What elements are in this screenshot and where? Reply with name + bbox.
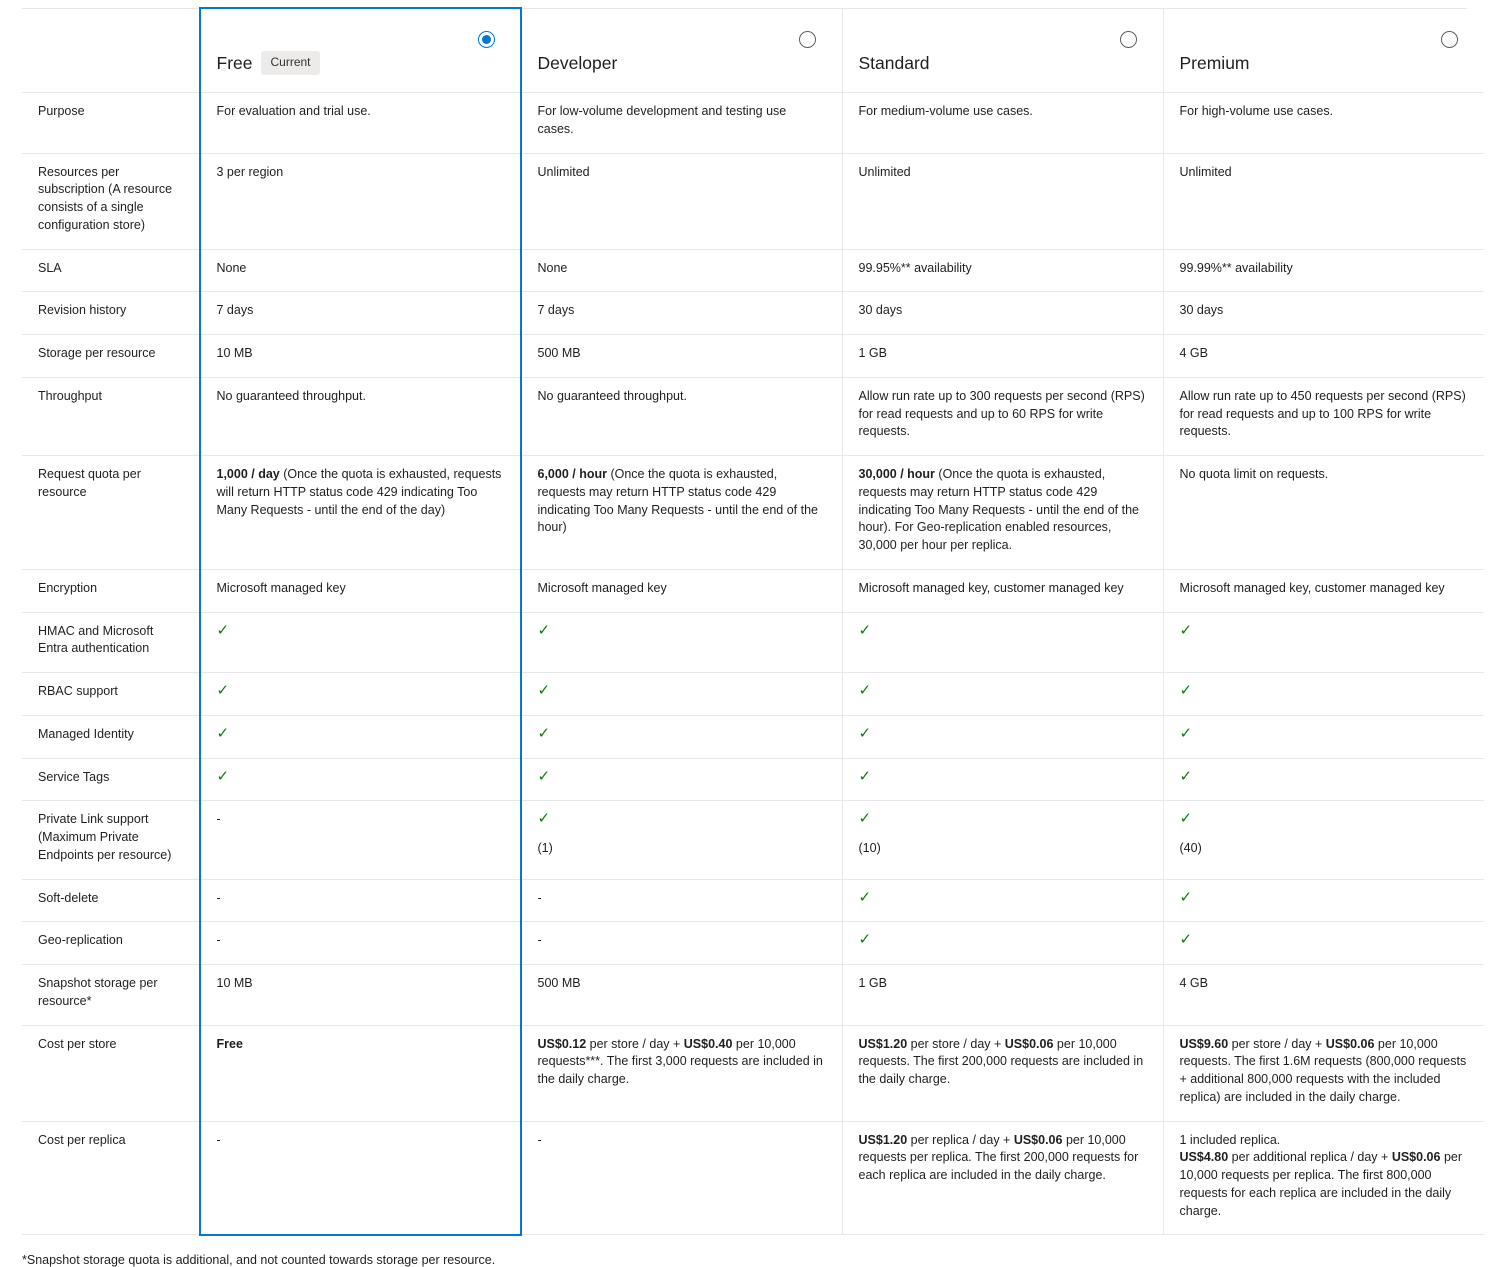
cell-storage-per-resource-standard bbox=[842, 335, 1163, 378]
current-tier-badge: Current bbox=[261, 51, 319, 75]
cell-text: No quota limit on requests. bbox=[1179, 467, 1329, 481]
cell-managed-identity-free bbox=[200, 715, 521, 758]
row-label-resources-per-subscription-a-resource-co: Resources per subscription (A resource consists of a single configuration store) bbox=[22, 153, 200, 249]
cell-purpose-premium bbox=[1163, 93, 1484, 154]
cell-managed-identity-premium bbox=[1163, 715, 1484, 758]
tier-name-developer bbox=[538, 51, 618, 76]
cell-private-link-support-maximum-private-end-developer bbox=[521, 801, 842, 879]
row-label-revision-history: Revision history bbox=[22, 292, 200, 335]
radio-tier-free[interactable] bbox=[478, 31, 495, 48]
table-row bbox=[22, 879, 1484, 922]
row-label-request-quota-per-resource: Request quota per resource bbox=[22, 456, 200, 570]
cell-hmac-and-microsoft-entra-authentication-developer bbox=[521, 612, 842, 673]
row-label-sla: SLA bbox=[22, 249, 200, 292]
cell-text: 3 per region bbox=[216, 164, 284, 179]
table-row bbox=[22, 758, 1484, 801]
cell-geo-replication-standard bbox=[842, 922, 1163, 965]
cell-private-link-support-maximum-private-end-standard bbox=[842, 801, 1163, 879]
cell-emphasis-2: US$0.06 bbox=[1325, 1036, 1375, 1051]
cell-sla-standard bbox=[842, 249, 1163, 292]
check-icon: ✓ bbox=[1179, 621, 1193, 639]
cell-text: per replica / day + bbox=[907, 1132, 1014, 1147]
table-row bbox=[22, 1025, 1484, 1121]
check-icon: ✓ bbox=[537, 767, 551, 785]
cell-text: 1 GB bbox=[858, 976, 887, 990]
cell-request-quota-per-resource-premium bbox=[1163, 456, 1484, 570]
row-label-snapshot-storage-per-resource: Snapshot storage per resource* bbox=[22, 965, 200, 1026]
check-icon: ✓ bbox=[216, 621, 230, 639]
cell-emphasis: 1,000 / day bbox=[216, 467, 280, 481]
cell-cost-per-replica-developer bbox=[521, 1121, 842, 1235]
cell-text: per additional replica / day + bbox=[1228, 1150, 1392, 1165]
cell-private-link-support-maximum-private-end-free bbox=[200, 801, 521, 879]
cell-text: (Once the quota is exhausted, requests may return HTTP status code 429 indicating Too Many Requests - until the end of the hour). For Geo-replication enabled resources, 30,000 per hour per replica. bbox=[858, 467, 1139, 552]
cell-emphasis-2: US$0.06 bbox=[1013, 1132, 1063, 1147]
tier-header-free[interactable] bbox=[200, 8, 521, 93]
row-label-soft-delete: Soft-delete bbox=[22, 879, 200, 922]
table-row bbox=[22, 377, 1484, 455]
check-icon: ✓ bbox=[216, 724, 230, 742]
cell-encryption-developer bbox=[521, 569, 842, 612]
cell-text: Microsoft managed key bbox=[537, 580, 667, 595]
cell-geo-replication-premium bbox=[1163, 922, 1484, 965]
check-icon: ✓ bbox=[537, 682, 551, 699]
table-row bbox=[22, 292, 1484, 335]
cell-text: Microsoft managed key, customer managed key bbox=[1179, 580, 1445, 595]
cell-soft-delete-standard bbox=[842, 879, 1163, 922]
cell-service-tags-free bbox=[200, 758, 521, 801]
cell-text: For medium-volume use cases. bbox=[858, 104, 1033, 118]
row-label-private-link-support-maximum-private-end: Private Link support (Maximum Private Endpoints per resource) bbox=[22, 801, 200, 879]
cell-resources-per-subscription-a-resource-co-standard bbox=[842, 153, 1163, 249]
cell-emphasis: US$1.20 bbox=[858, 1132, 908, 1147]
cell-sla-premium bbox=[1163, 249, 1484, 292]
cell-text: - bbox=[537, 1132, 542, 1147]
check-icon: ✓ bbox=[537, 810, 551, 828]
cell-cost-per-store-standard bbox=[842, 1025, 1163, 1121]
row-label-cost-per-store: Cost per store bbox=[22, 1025, 200, 1121]
cell-resources-per-subscription-a-resource-co-free bbox=[200, 153, 521, 249]
row-label-cost-per-replica: Cost per replica bbox=[22, 1121, 200, 1235]
table-row bbox=[22, 612, 1484, 673]
table-row bbox=[22, 715, 1484, 758]
footnote-text: *Snapshot storage quota is additional, and not counted towards storage per resource. bbox=[22, 1253, 496, 1267]
cell-rbac-support-standard bbox=[842, 673, 1163, 716]
cell-soft-delete-developer bbox=[521, 879, 842, 922]
cell-soft-delete-premium bbox=[1163, 879, 1484, 922]
cell-encryption-standard bbox=[842, 569, 1163, 612]
check-icon: ✓ bbox=[216, 767, 230, 785]
cell-throughput-free bbox=[200, 377, 521, 455]
cell-encryption-premium bbox=[1163, 569, 1484, 612]
cell-text: Unlimited bbox=[858, 164, 911, 179]
cell-revision-history-free bbox=[200, 292, 521, 335]
cell-soft-delete-free bbox=[200, 879, 521, 922]
check-icon: ✓ bbox=[858, 682, 872, 699]
cell-text: 99.99%** availability bbox=[1179, 260, 1293, 275]
table-row bbox=[22, 1121, 1484, 1235]
radio-tier-standard[interactable] bbox=[1120, 31, 1137, 48]
cell-subtext: (10) bbox=[858, 841, 881, 855]
row-label-purpose: Purpose bbox=[22, 93, 200, 154]
cell-text: Allow run rate up to 300 requests per second (RPS) for read requests and up to 60 RPS for write requests. bbox=[858, 388, 1145, 439]
cell-pretext: 1 included replica. bbox=[1179, 1132, 1281, 1147]
cell-emphasis: US$9.60 bbox=[1179, 1036, 1229, 1051]
cell-service-tags-developer bbox=[521, 758, 842, 801]
cell-hmac-and-microsoft-entra-authentication-premium bbox=[1163, 612, 1484, 673]
cell-emphasis-2: US$0.06 bbox=[1391, 1150, 1441, 1165]
cell-text: - bbox=[537, 933, 542, 948]
cell-hmac-and-microsoft-entra-authentication-standard bbox=[842, 612, 1163, 673]
radio-tier-premium[interactable] bbox=[1441, 31, 1458, 48]
cell-geo-replication-free bbox=[200, 922, 521, 965]
tier-header-standard[interactable] bbox=[842, 8, 1163, 93]
tier-header-developer[interactable] bbox=[521, 8, 842, 93]
cell-text: Microsoft managed key, customer managed key bbox=[858, 580, 1124, 595]
cell-text: For low-volume development and testing use cases. bbox=[537, 104, 787, 136]
cell-text: 7 days bbox=[537, 303, 575, 318]
cell-storage-per-resource-premium bbox=[1163, 335, 1484, 378]
row-label-managed-identity: Managed Identity bbox=[22, 715, 200, 758]
cell-subtext: (40) bbox=[1179, 841, 1202, 855]
tier-name-free bbox=[217, 51, 320, 76]
row-label-throughput: Throughput bbox=[22, 377, 200, 455]
check-icon: ✓ bbox=[1179, 931, 1193, 949]
check-icon: ✓ bbox=[1179, 724, 1193, 742]
cell-encryption-free bbox=[200, 569, 521, 612]
table-row bbox=[22, 801, 1484, 879]
cell-emphasis: US$1.20 bbox=[858, 1036, 908, 1051]
cell-text: Unlimited bbox=[1179, 164, 1232, 179]
cell-cost-per-replica-free bbox=[200, 1121, 521, 1235]
table-row bbox=[22, 456, 1484, 570]
cell-request-quota-per-resource-developer bbox=[521, 456, 842, 570]
check-icon: ✓ bbox=[858, 621, 872, 639]
cell-text: 7 days bbox=[216, 303, 254, 318]
cell-sla-free bbox=[200, 249, 521, 292]
cell-service-tags-standard bbox=[842, 758, 1163, 801]
check-icon: ✓ bbox=[858, 810, 872, 828]
cell-emphasis: Free bbox=[216, 1036, 243, 1051]
cell-text-2: per 10,000 requests. The first 200,000 requests are included in the daily charge. bbox=[858, 1036, 1144, 1086]
tier-label-premium: Premium bbox=[1179, 53, 1250, 74]
cell-cost-per-store-premium bbox=[1163, 1025, 1484, 1121]
cell-text-2: per 10,000 requests. The first 1.6M requests (800,000 requests + additional 800,000 requests with the included replica) are included in the daily charge. bbox=[1179, 1036, 1467, 1104]
cell-resources-per-subscription-a-resource-co-premium bbox=[1163, 153, 1484, 249]
cell-text: 500 MB bbox=[537, 346, 581, 360]
cell-purpose-standard bbox=[842, 93, 1163, 154]
cell-rbac-support-premium bbox=[1163, 673, 1484, 716]
cell-throughput-premium bbox=[1163, 377, 1484, 455]
cell-emphasis: 6,000 / hour bbox=[537, 467, 607, 481]
table-header-row bbox=[22, 8, 1484, 93]
row-label-storage-per-resource: Storage per resource bbox=[22, 335, 200, 378]
radio-tier-developer[interactable] bbox=[799, 31, 816, 48]
tier-header-premium[interactable] bbox=[1163, 8, 1484, 93]
cell-text: - bbox=[216, 812, 221, 827]
row-label-encryption: Encryption bbox=[22, 569, 200, 612]
cell-cost-per-replica-standard bbox=[842, 1121, 1163, 1235]
check-icon: ✓ bbox=[1179, 682, 1193, 699]
cell-text: Allow run rate up to 450 requests per second (RPS) for read requests and up to 100 RPS for write requests. bbox=[1179, 388, 1466, 439]
cell-private-link-support-maximum-private-end-premium bbox=[1163, 801, 1484, 879]
cell-text: 10 MB bbox=[216, 976, 253, 990]
cell-sla-developer bbox=[521, 249, 842, 292]
row-label-service-tags: Service Tags bbox=[22, 758, 200, 801]
check-icon: ✓ bbox=[537, 724, 551, 742]
tier-label-standard: Standard bbox=[858, 53, 930, 74]
tier-label-developer: Developer bbox=[537, 53, 618, 74]
row-label-geo-replication: Geo-replication bbox=[22, 922, 200, 965]
cell-emphasis-2: US$0.06 bbox=[1004, 1036, 1054, 1051]
cell-emphasis-2: US$0.40 bbox=[683, 1036, 733, 1051]
cell-storage-per-resource-developer bbox=[521, 335, 842, 378]
cell-managed-identity-developer bbox=[521, 715, 842, 758]
cell-text: 4 GB bbox=[1179, 346, 1208, 360]
cell-text: For high-volume use cases. bbox=[1179, 104, 1334, 118]
cell-revision-history-premium bbox=[1163, 292, 1484, 335]
check-icon: ✓ bbox=[858, 888, 872, 906]
table-row bbox=[22, 922, 1484, 965]
cell-revision-history-standard bbox=[842, 292, 1163, 335]
cell-text: per store / day + bbox=[1228, 1036, 1326, 1051]
table-row bbox=[22, 569, 1484, 612]
tier-name-standard bbox=[859, 51, 930, 76]
cell-text: No guaranteed throughput. bbox=[537, 388, 687, 403]
cell-throughput-standard bbox=[842, 377, 1163, 455]
cell-emphasis: US$0.12 bbox=[537, 1036, 587, 1051]
cell-request-quota-per-resource-free bbox=[200, 456, 521, 570]
table-row bbox=[22, 153, 1484, 249]
cell-snapshot-storage-per-resource-standard bbox=[842, 965, 1163, 1026]
check-icon: ✓ bbox=[858, 767, 872, 785]
row-label-rbac-support: RBAC support bbox=[22, 673, 200, 716]
check-icon: ✓ bbox=[1179, 767, 1193, 785]
cell-service-tags-premium bbox=[1163, 758, 1484, 801]
cell-text: 4 GB bbox=[1179, 976, 1208, 990]
pricing-tier-page bbox=[0, 8, 1488, 1267]
check-icon: ✓ bbox=[216, 682, 230, 699]
cell-text: - bbox=[216, 933, 221, 948]
cell-cost-per-replica-premium bbox=[1163, 1121, 1484, 1235]
check-icon: ✓ bbox=[858, 931, 872, 949]
cell-geo-replication-developer bbox=[521, 922, 842, 965]
cell-text: 99.95%** availability bbox=[858, 260, 972, 275]
cell-rbac-support-free bbox=[200, 673, 521, 716]
cell-subtext: (1) bbox=[537, 841, 553, 855]
cell-text: (Once the quota is exhausted, requests will return HTTP status code 429 indicating Too Many Requests - until the end of the day) bbox=[216, 467, 502, 517]
cell-text: Unlimited bbox=[537, 164, 590, 179]
cell-cost-per-store-free bbox=[200, 1025, 521, 1121]
cell-purpose-developer bbox=[521, 93, 842, 154]
header-blank-cell bbox=[22, 8, 200, 93]
cell-text-2: per 10,000 requests per replica. The first 200,000 requests for each replica are included in the daily charge. bbox=[858, 1132, 1139, 1182]
check-icon: ✓ bbox=[1179, 888, 1193, 906]
cell-text: None bbox=[537, 260, 568, 275]
cell-text: Microsoft managed key bbox=[216, 580, 346, 595]
cell-text: None bbox=[216, 260, 247, 275]
table-row bbox=[22, 249, 1484, 292]
table-row bbox=[22, 93, 1484, 154]
cell-text: - bbox=[216, 890, 221, 905]
check-icon: ✓ bbox=[858, 724, 872, 742]
cell-text: 500 MB bbox=[537, 976, 581, 990]
cell-purpose-free bbox=[200, 93, 521, 154]
cell-throughput-developer bbox=[521, 377, 842, 455]
cell-snapshot-storage-per-resource-premium bbox=[1163, 965, 1484, 1026]
row-label-hmac-and-microsoft-entra-authentication: HMAC and Microsoft Entra authentication bbox=[22, 612, 200, 673]
cell-text: For evaluation and trial use. bbox=[216, 104, 371, 118]
cell-text: per store / day + bbox=[907, 1036, 1005, 1051]
cell-text: No guaranteed throughput. bbox=[216, 388, 366, 403]
cell-text-2: per 10,000 requests per replica. The first 800,000 requests for each replica are included in the daily charge. bbox=[1179, 1150, 1463, 1218]
cell-text: 30 days bbox=[1179, 303, 1224, 318]
cell-text: 30 days bbox=[858, 303, 903, 318]
cell-snapshot-storage-per-resource-developer bbox=[521, 965, 842, 1026]
check-icon: ✓ bbox=[537, 621, 551, 639]
table-row bbox=[22, 965, 1484, 1026]
cell-request-quota-per-resource-standard bbox=[842, 456, 1163, 570]
cell-text: per store / day + bbox=[586, 1036, 684, 1051]
table-body bbox=[22, 93, 1484, 1235]
cell-revision-history-developer bbox=[521, 292, 842, 335]
check-icon: ✓ bbox=[1179, 810, 1193, 828]
table-row bbox=[22, 673, 1484, 716]
cell-text: - bbox=[537, 890, 542, 905]
cell-hmac-and-microsoft-entra-authentication-free bbox=[200, 612, 521, 673]
cell-emphasis: US$4.80 bbox=[1179, 1150, 1229, 1165]
cell-text: (Once the quota is exhausted, requests may return HTTP status code 429 indicating Too Many Requests - until the end of the hour) bbox=[537, 467, 818, 535]
cell-text: 10 MB bbox=[216, 346, 253, 360]
pricing-comparison-table bbox=[22, 8, 1484, 1235]
cell-storage-per-resource-free bbox=[200, 335, 521, 378]
cell-managed-identity-standard bbox=[842, 715, 1163, 758]
cell-text: - bbox=[216, 1132, 221, 1147]
table-row bbox=[22, 335, 1484, 378]
tier-name-premium bbox=[1180, 51, 1250, 76]
cell-cost-per-store-developer bbox=[521, 1025, 842, 1121]
cell-emphasis: 30,000 / hour bbox=[858, 467, 935, 481]
tier-label-free: Free bbox=[216, 53, 253, 74]
cell-snapshot-storage-per-resource-free bbox=[200, 965, 521, 1026]
cell-text: 1 GB bbox=[858, 346, 887, 360]
cell-text-2: per 10,000 requests***. The first 3,000 requests are included in the daily charge. bbox=[537, 1036, 823, 1086]
cell-resources-per-subscription-a-resource-co-developer bbox=[521, 153, 842, 249]
cell-rbac-support-developer bbox=[521, 673, 842, 716]
